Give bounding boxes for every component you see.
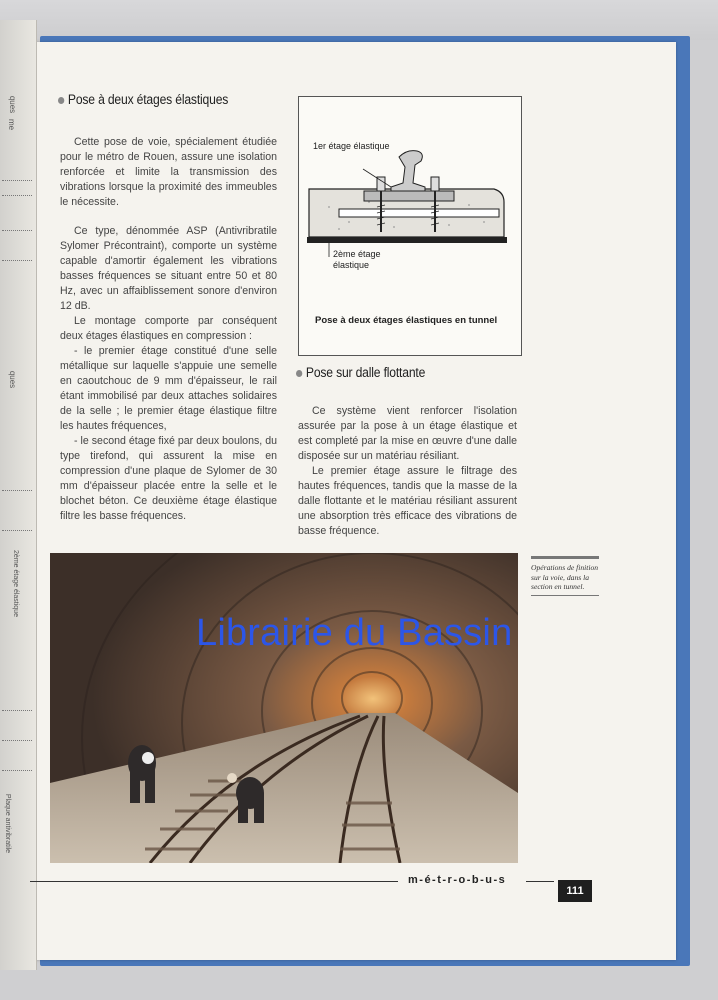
section-heading: Pose sur dalle flottante [296,365,425,380]
footer-brand: m-é-t-r-o-b-u-s [408,874,507,886]
page-number: 111 [558,880,592,902]
bullet-icon [58,97,64,104]
left-page-text: ques [8,95,18,114]
paragraph: Ce système vient renforcer l'isolation assurée par la pose à un étage élastique et est completé par la mise en œuvre d'une dalle disposée sur un matériau résiliant. [298,405,517,462]
paragraph: - le second étage fixé par deux boulons, du type tirefond, qui assurent la mise en compression d'une plaque de Sylomer de 30 mm d'épaisseur placée entre la selle et le blochet béton. Ce deuxième étage élastique filtre les basse fréquences. [60,435,277,522]
left-page-text: ques [8,370,18,389]
label-second-stage: 2ème étage élastique [333,249,381,270]
section2-body [298,404,517,539]
section1-body [60,135,277,524]
section-heading: Pose à deux étages élastiques [58,92,228,107]
bullet-icon [296,370,302,377]
figure-diagram [298,96,522,356]
background [0,0,718,40]
rail-fastening-diagram [299,97,521,307]
left-page-text: 2ème étage élastique [11,550,19,617]
left-page-edge [0,20,37,970]
paragraph: Le montage comporte par conséquent deux étages élastiques en compression : [60,315,277,342]
left-page-text: me [7,118,17,131]
paragraph: Ce type, dénommée ASP (Antivribratile Sylomer Précontraint), comporte un système capable d'amortir également les vibrations basses fréquences se situant entre 50 et 80 Hz, avec un affaiblissement sonore d'environ 12 dB. [60,225,277,312]
paragraph: - le premier étage constitué d'une selle métallique sur laquelle s'appuie une semelle en caoutchouc de 9 mm d'épaisseur, le rail étant immobilisé par deux attaches solidaires de la selle ; le premier étage élastique filtre les hautes fréquences, [60,345,277,432]
photo-caption: Opérations de finition sur la voie, dans la section en tunnel. [531,556,599,596]
watermark: Librairie du Bassin [196,612,513,654]
footer-rule [526,881,554,882]
tunnel-photo [50,553,518,863]
paragraph: Cette pose de voie, spécialement étudiée pour le métro de Rouen, assure une isolation renforcée et limite la transmission des vibrations lorsque la proximité des immeubles le nécessite. [60,136,277,208]
paragraph: Le premier étage assure le filtrage des hautes fréquences, tandis que la masse de la dalle flottante et le matériau résiliant assurent une absorption très efficace des vibrations de basse fréquence. [298,465,517,537]
footer-rule [30,881,398,882]
left-page-text: Plaque antivibratile [4,793,12,854]
figure-caption: Pose à deux étages élastiques en tunnel [315,315,498,326]
label-first-stage: 1er étage élastique [313,141,390,151]
